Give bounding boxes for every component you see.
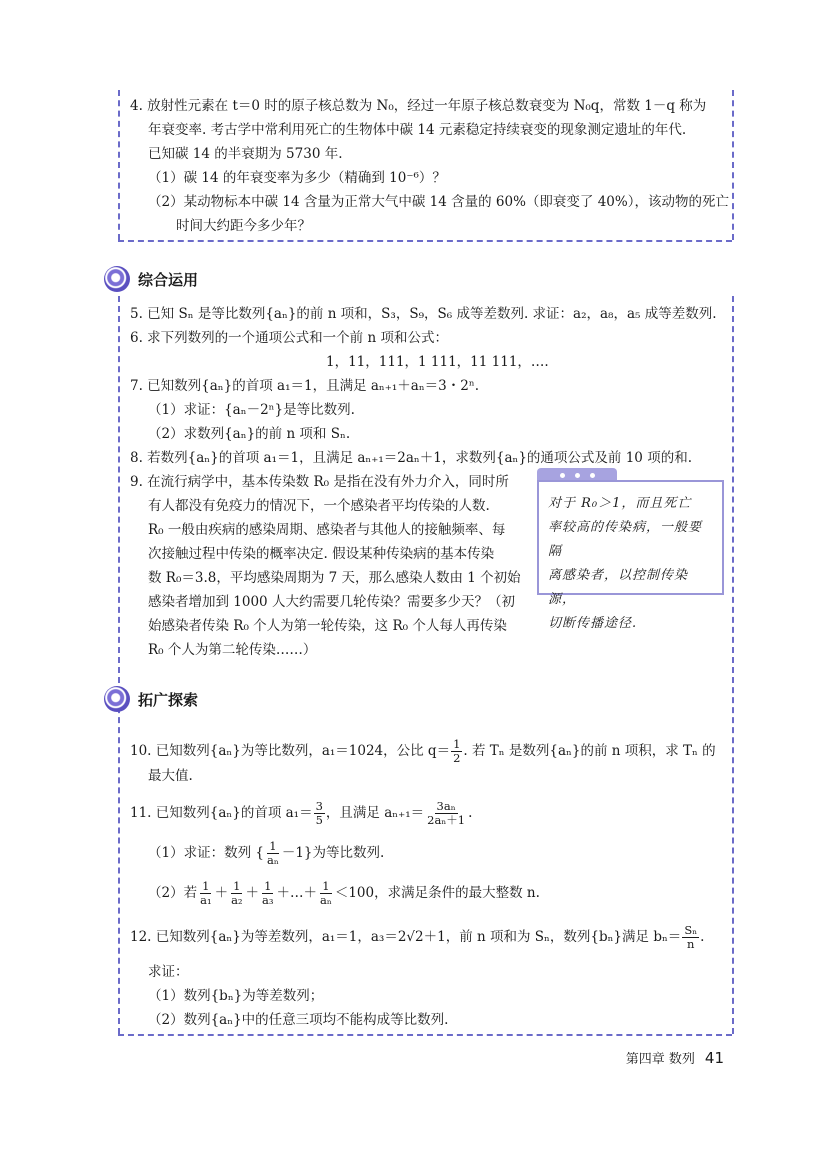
q4-line-2: 年衰变率. 考古学中常利用死亡的生物体中碳 14 元素稳定持续衰变的现象测定遗址的年代. [148, 122, 687, 138]
section-extension [104, 686, 198, 712]
denominator: 2 [453, 751, 461, 765]
q9-line-8: R₀ 个人为第二轮传染……） [148, 642, 317, 658]
section-badge-icon [104, 686, 130, 712]
section-title: 综合运用 [138, 270, 199, 289]
q10-cont: 最大值. [148, 768, 193, 784]
page-number: 41 [704, 1049, 724, 1067]
denominator: a₂ [231, 893, 243, 907]
q9-line-3: R₀ 一般由疾病的感染周期、感染者与其他人的接触频率、每 [148, 522, 506, 538]
note-line: 对于 R₀＞1，而且死亡 [548, 496, 692, 511]
q6-sequence: 1，11，111，1 111，11 111，…. [326, 354, 549, 370]
numerator: Sₙ [684, 923, 698, 937]
q12-text: 12. 已知数列{aₙ}为等差数列，a₁＝1，a₃＝2√2＋1，前 n 项和为 Sₙ，数列{bₙ}满足 bₙ＝ [130, 929, 682, 945]
denominator: 5 [315, 813, 323, 827]
numerator: 1 [453, 737, 461, 751]
note-line: 离感染者，以控制传染源， [548, 568, 689, 607]
q6: 6. 求下列数列的一个通项公式和一个前 n 项和公式： [130, 330, 448, 346]
q11 [130, 800, 472, 827]
q11-sub-1-text-2: －1}为等比数列. [281, 845, 385, 861]
note-line: 切断传播途径. [548, 616, 638, 631]
note-line: 率较高的传染病，一般要隔 [548, 520, 703, 559]
numerator: 1 [269, 839, 277, 853]
section-comprehensive [104, 266, 198, 292]
q4-sub-2-cont: 时间大约距今多少年？ [176, 218, 311, 234]
q7-sub-2: （2）求数列{aₙ}的前 n 项和 Sₙ. [148, 426, 351, 442]
denominator: 2aₙ＋1 [427, 813, 466, 827]
note-dot-icon [590, 473, 595, 478]
q11-sub-2-text-2: ＜100，求满足条件的最大整数 n. [334, 885, 540, 901]
note-dot-icon [575, 473, 580, 478]
q10-text: 10. 已知数列{aₙ}为等比数列，a₁＝1024，公比 q＝ [130, 743, 451, 759]
q12-sub-2: （2）数列{aₙ}中的任意三项均不能构成等比数列. [148, 1012, 449, 1028]
q9-line-6: 感染者增加到 1000 人大约需要几轮传染？需要多少天？（初 [148, 594, 515, 610]
q9-line-4: 次接触过程中传染的概率决定. 假设某种传染病的基本传染 [148, 546, 495, 562]
numerator: 3aₙ [436, 799, 456, 813]
q11-text-3: . [468, 805, 473, 821]
q9-line-2: 有人都没有免疫力的情况下，一个感染者平均传染的人数. [148, 498, 490, 514]
q12-proof-label: 求证： [148, 964, 189, 980]
q4-line-1: 4. 放射性元素在 t＝0 时的原子核总数为 N₀，经过一年原子核总数衰变为 N₀q，常数 1－q 称为 [130, 98, 707, 114]
fraction: $\frac{1}{\text{a₁}}$ [200, 879, 212, 907]
q4-sub-1: （1）碳 14 的年衰变率为多少（精确到 10⁻⁶）？ [148, 170, 446, 186]
q12-sub-1: （1）数列{bₙ}为等差数列； [148, 988, 324, 1004]
q4-sub-2: （2）某动物标本中碳 14 含量为正常大气中碳 14 含量的 60%（即衰变了 40%），该动物的死亡 [148, 194, 729, 210]
fraction: $\frac{1}{\text{a₂}}$ [231, 879, 243, 907]
q11-sub-1-text: （1）求证：数列 { [148, 845, 264, 861]
denominator: aₙ [320, 893, 332, 907]
q11-text: 11. 已知数列{aₙ}的首项 a₁＝ [130, 805, 313, 821]
denominator: n [687, 937, 695, 951]
fraction [314, 800, 325, 827]
fraction [265, 840, 281, 867]
fraction: $\frac{1}{\text{a₃}}$ [262, 879, 274, 907]
numerator: 3 [315, 799, 323, 813]
denominator: a₃ [262, 893, 274, 907]
denominator: aₙ [266, 853, 279, 867]
fraction [682, 924, 699, 951]
q11-sub-2-text: （2）若 [148, 885, 198, 901]
frame-bottom [118, 1034, 732, 1036]
frame-divider [118, 240, 732, 242]
section-title: 拓广探索 [138, 690, 199, 709]
page-footer [626, 1048, 724, 1067]
q4-line-3: 已知碳 14 的半衰期为 5730 年. [148, 146, 343, 162]
fraction [451, 738, 462, 765]
q12-text-2: . [700, 929, 705, 945]
q5: 5. 已知 Sₙ 是等比数列{aₙ}的前 n 项和，S₃，S₉，S₆ 成等差数列. 求证：a₂，a₈，a₅ 成等差数列. [130, 306, 717, 322]
side-note-text [548, 492, 712, 636]
q8: 8. 若数列{aₙ}的首项 a₁＝1，且满足 aₙ₊₁＝2aₙ＋1，求数列{aₙ}的通项公式及前 10 项的和. [130, 450, 692, 466]
q10-text-2: . 若 Tₙ 是数列{aₙ}的前 n 项积，求 Tₙ 的 [463, 743, 716, 759]
q10 [130, 738, 716, 765]
q11-sub-2: （2）若 $\frac{1}{\text{a₁}}$ ＋ $\frac{1}{\text{a₂}}$ ＋ $\frac{1}{\text{a₃}}$ ＋…＋ $\frac{1}{\text{aₙ}}$ ＜100，求满足条件的最大整数 n. [148, 879, 540, 907]
q11-text-2: ，且满足 aₙ₊₁＝ [325, 805, 425, 821]
fraction [425, 800, 467, 827]
note-dot-icon [560, 473, 565, 478]
q7: 7. 已知数列{aₙ}的首项 a₁＝1，且满足 aₙ₊₁＋aₙ＝3・2ⁿ. [130, 378, 479, 394]
q9-line-5: 数 R₀＝3.8，平均感染周期为 7 天，那么感染人数由 1 个初始 [148, 570, 521, 586]
section-badge-icon [104, 266, 130, 292]
q9-line-1: 9. 在流行病学中，基本传染数 R₀ 是指在没有外力介入，同时所 [130, 474, 509, 490]
q12 [130, 924, 704, 951]
fraction: $\frac{1}{\text{aₙ}}$ [320, 879, 332, 907]
q9-line-7: 始感染者传染 R₀ 个人为第一轮传染，这 R₀ 个人每人再传染 [148, 618, 507, 634]
chapter-label: 第四章 数列 [625, 1052, 695, 1067]
denominator: a₁ [200, 893, 212, 907]
q7-sub-1: （1）求证：{aₙ－2ⁿ}是等比数列. [148, 402, 355, 418]
q11-sub-1 [148, 840, 384, 867]
